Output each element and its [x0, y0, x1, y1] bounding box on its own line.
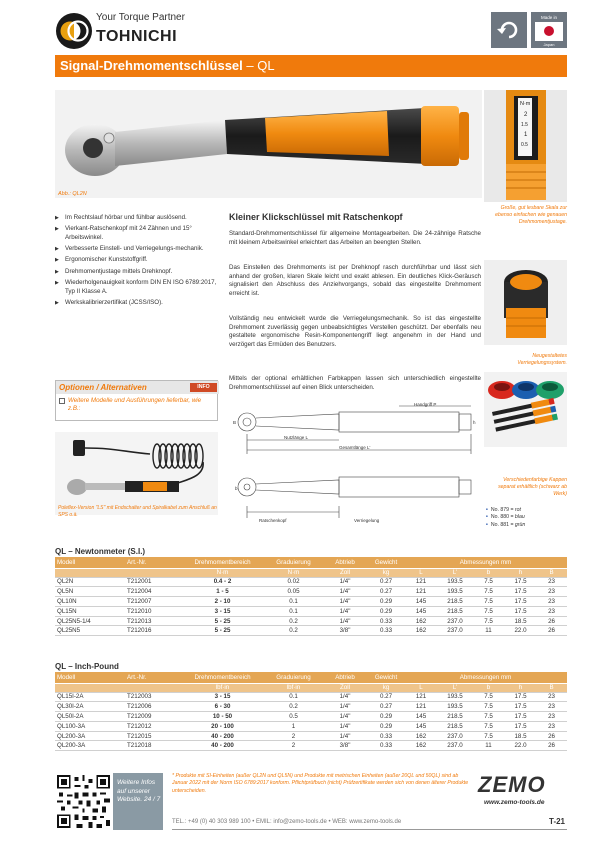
description-title: Kleiner Klickschlüssel mit Ratschenkopf [229, 212, 403, 222]
table-cell: 121 [404, 587, 438, 597]
table-cell: 121 [404, 692, 438, 702]
table-cell: QL25N5 [55, 626, 125, 636]
locking-caption: Neugestaltetes Verriegelungssystem. [517, 353, 567, 366]
table-unit-row: lbf·in lbf·in Zoll kg L L' b h B [55, 683, 567, 692]
table-cell: 193.5 [438, 587, 472, 597]
table-cell: T212009 [125, 712, 180, 722]
table-cell: QL30I-2A [55, 702, 125, 712]
brand-tagline: Your Torque Partner [96, 12, 185, 23]
qr-code-icon[interactable] [55, 773, 112, 830]
caps-caption: Verschiedenfarbige Kappen separat erhältlich (schwarz ab Werk) [498, 477, 567, 497]
table-cell: 20 - 100 [180, 721, 265, 731]
table-cell: T212015 [125, 731, 180, 741]
table-cell: T212004 [125, 587, 180, 597]
table-cell: T212001 [125, 577, 180, 587]
ls-wrench-image [55, 432, 218, 515]
table-cell: 0.27 [368, 692, 404, 702]
ls-caption: Poleflex-Version "LS" mit Endschalter und Spiralkabel zum Anschluß an SPS o.ä. [58, 505, 217, 518]
table-cell: 3/8" [322, 741, 368, 751]
table-cell: 7.5 [472, 616, 505, 626]
table-cell: 18.5 [505, 616, 536, 626]
table-cell: 0.29 [368, 721, 404, 731]
table-cell: 0.33 [368, 731, 404, 741]
table-cell: T212018 [125, 741, 180, 751]
table-cell: 17.5 [505, 606, 536, 616]
table-cell: 1/4" [322, 731, 368, 741]
contact-line: TEL.: +49 (0) 40 303 989 100 • EMIL: info@zemo-tools.de • WEB: www.zemo-tools.de [172, 819, 402, 825]
list-item: ▶ Wiederholgenauigkeit konform DIN EN ISO 6789:2017, Typ II Klasse A. [55, 279, 220, 296]
brand-name: TOHNICHI [96, 28, 178, 45]
table-cell: 0.2 [265, 616, 322, 626]
options-title: Optionen / Alternativen [59, 383, 147, 392]
table-cell: 0.27 [368, 587, 404, 597]
table-title-ip: QL – Inch-Pound [55, 662, 119, 671]
checkbox-icon [59, 398, 65, 404]
made-in-japan-badge [531, 12, 567, 48]
description-paragraph: Standard-Drehmomentschlüssel für allgemeine Montagearbeiten. Die 24-zähnige Ratsche mit kleinem Arbeitswinkel erleichtert das Arbeiten an beengten Stellen. [229, 230, 481, 246]
table-cell: 145 [404, 597, 438, 607]
table-cell: 193.5 [438, 692, 472, 702]
scale-caption: Große, gut lesbare Skala zur ebenso einfachen wie genauen Drehmomentjustage. [495, 205, 567, 225]
scale-photo [484, 90, 567, 202]
color-caps-image [484, 372, 567, 447]
table-cell: T212016 [125, 626, 180, 636]
list-item: ▶ Drehmomentjustage mittels Drehknopf. [55, 268, 220, 276]
japan-flag-icon [535, 22, 563, 41]
scale-mark: 1 [524, 132, 528, 138]
table-cell: 0.33 [368, 626, 404, 636]
locking-image [484, 260, 567, 345]
table-cell: 1/4" [322, 692, 368, 702]
table-cell: 1/4" [322, 712, 368, 722]
table-cell: 218.5 [438, 606, 472, 616]
table-cell: 26 [536, 731, 567, 741]
info-badge: INFO [190, 383, 217, 392]
table-cell: QL100-3A [55, 721, 125, 731]
technical-drawing [229, 402, 481, 542]
table-cell: 193.5 [438, 577, 472, 587]
table-cell: QL200-3A [55, 741, 125, 751]
table-cell: 0.33 [368, 616, 404, 626]
table-cell: 7.5 [472, 577, 505, 587]
table-row [55, 721, 567, 731]
table-cell: 17.5 [505, 692, 536, 702]
table-cell: 0.05 [265, 587, 322, 597]
table-cell: T212010 [125, 606, 180, 616]
drawing-label-h: h [473, 420, 476, 425]
table-cell: 1 - 5 [180, 587, 265, 597]
table-cell: 17.5 [505, 597, 536, 607]
table-cell: 40 - 200 [180, 731, 265, 741]
table-cell: 145 [404, 712, 438, 722]
table-cell: 23 [536, 606, 567, 616]
table-cell: 7.5 [472, 692, 505, 702]
table-cell: QL15I-2A [55, 692, 125, 702]
table-row [55, 712, 567, 722]
table-cell: 0.4 - 2 [180, 577, 265, 587]
table-header-row: Modell Art.-Nr. Drehmomentbereich Graduierung Abtrieb Gewicht Abmessungen mm [55, 557, 567, 568]
table-cell: 17.5 [505, 587, 536, 597]
table-cell: 0.5 [265, 712, 322, 722]
color-caps-photo [484, 372, 567, 447]
table-cell: 23 [536, 721, 567, 731]
zemo-logo: ZEMO [478, 772, 546, 797]
table-row [55, 702, 567, 712]
table-cell: 1/4" [322, 606, 368, 616]
table-cell: 237.0 [438, 741, 472, 751]
table-cell: 7.5 [472, 587, 505, 597]
table-cell: 0.27 [368, 577, 404, 587]
torque-wrench-image [55, 90, 482, 198]
table-row [55, 741, 567, 751]
table-cell: 145 [404, 721, 438, 731]
table-cell: 22.0 [505, 741, 536, 751]
description-paragraph: Mittels der optional erhältlichen Farbkappen lassen sich unterschiedlich eingestellte Drehmomentschlüssel auf einen Blick unterscheiden. [229, 375, 481, 391]
drawing-label-total: Gesamtlänge L' [339, 445, 371, 450]
table-cell: 17.5 [505, 712, 536, 722]
drawing-label-ratchet: Ratschenkopf [259, 518, 287, 523]
table-cell: 2 [265, 731, 322, 741]
table-cell: 7.5 [472, 702, 505, 712]
table-cell: 0.33 [368, 741, 404, 751]
table-cell: QL5N [55, 587, 125, 597]
table-cell: 26 [536, 741, 567, 751]
japan-label: Japan [543, 42, 555, 47]
description-paragraph: Das Einstellen des Drehmoments ist per Drehknopf rasch durchführbar und lässt sich anhand der großen, klaren Skale leicht und exakt ablesen. Ein deutliches Klick-Geräusch signalisiert den Abschluss des Anziehvorgangs, sobald das eingestellte Drehmoment erreicht ist. [229, 264, 481, 297]
website-info-text: Weitere Infos auf unserer Website. 24 / 7 [117, 779, 161, 803]
table-cell: 22.0 [505, 626, 536, 636]
table-cell: 162 [404, 616, 438, 626]
table-cell: 26 [536, 626, 567, 636]
page-title: Signal-Drehmomentschlüssel – QL [60, 58, 275, 73]
table-cell: 17.5 [505, 702, 536, 712]
list-item: ▶ Ergonomischer Kunststoffgriff. [55, 256, 220, 264]
table-cell: 237.0 [438, 731, 472, 741]
table-title-nm: QL – Newtonmeter (S.I.) [55, 547, 146, 556]
table-cell: 218.5 [438, 721, 472, 731]
table-cell: QL10N [55, 597, 125, 607]
table-cell: 162 [404, 731, 438, 741]
table-row [55, 587, 567, 597]
table-cell: 1/4" [322, 616, 368, 626]
table-cell: 5 - 25 [180, 626, 265, 636]
table-cell: 218.5 [438, 712, 472, 722]
list-item: • No. 879 = rot [486, 507, 521, 513]
table-cell: QL2N [55, 577, 125, 587]
table-cell: 237.0 [438, 616, 472, 626]
table-cell: QL200-3A [55, 731, 125, 741]
table-cell: T212003 [125, 692, 180, 702]
table-cell: 18.5 [505, 731, 536, 741]
table-cell: 6 - 30 [180, 702, 265, 712]
table-cell: 1 [265, 721, 322, 731]
table-cell: 5 - 25 [180, 616, 265, 626]
scale-image [484, 90, 567, 202]
table-cell: 23 [536, 577, 567, 587]
table-cell: T212013 [125, 616, 180, 626]
scale-unit: N·m [520, 101, 531, 107]
list-item: ▶ Werkskalibrierzertifikat (JCSS/ISO). [55, 299, 220, 307]
spec-table-ip [55, 672, 567, 751]
table-row [55, 692, 567, 702]
table-cell: 0.2 [265, 702, 322, 712]
table-cell: 40 - 200 [180, 741, 265, 751]
table-cell: T212012 [125, 721, 180, 731]
table-cell: 3 - 15 [180, 606, 265, 616]
table-cell: 121 [404, 577, 438, 587]
table-cell: 1/4" [322, 587, 368, 597]
page-number: T-21 [549, 817, 566, 826]
drawing-label-effective: Nutzlänge L [284, 435, 309, 440]
table-cell: 0.29 [368, 712, 404, 722]
table-cell: 23 [536, 587, 567, 597]
list-item: • No. 881 = grün [486, 521, 526, 528]
table-row [55, 731, 567, 741]
table-cell: 1/4" [322, 577, 368, 587]
table-cell: 7.5 [472, 721, 505, 731]
table-cell: 0.1 [265, 597, 322, 607]
scale-mark: 0.5 [521, 142, 528, 148]
table-row [55, 626, 567, 636]
table-cell: 1/4" [322, 597, 368, 607]
scale-mark: 1.5 [521, 122, 528, 128]
table-cell: 2 [265, 741, 322, 751]
page-title-bar [55, 55, 567, 77]
table-cell: 10 - 50 [180, 712, 265, 722]
color-caps-list [486, 507, 525, 529]
table-row [55, 597, 567, 607]
options-text: Weitere Modelle und Ausführungen lieferbar, wie z.B.: [68, 397, 202, 413]
table-cell: 0.02 [265, 577, 322, 587]
tohnichi-logo-icon [55, 12, 93, 50]
drawing-label-b: B [233, 420, 237, 425]
list-item: ▶ Im Rechtslauf hörbar und fühlbar auslösend. [55, 214, 220, 222]
table-cell: 193.5 [438, 702, 472, 712]
table-cell: 0.2 [265, 626, 322, 636]
scale-mark: 2 [524, 112, 528, 118]
table-cell: 3/8" [322, 626, 368, 636]
rotate-icon [491, 12, 527, 48]
zemo-url[interactable]: www.zemo-tools.de [484, 799, 545, 806]
table-cell: 0.1 [265, 692, 322, 702]
table-cell: 121 [404, 702, 438, 712]
wrench-photo [55, 90, 482, 198]
options-header [56, 381, 219, 394]
table-cell: 7.5 [472, 597, 505, 607]
list-item: ▶ Vierkant-Ratschenkopf mit 24 Zähnen und 15° Arbeitswinkel. [55, 225, 220, 242]
table-cell: 23 [536, 597, 567, 607]
table-row [55, 616, 567, 626]
options-box [55, 380, 218, 421]
table-cell: 23 [536, 712, 567, 722]
table-cell: 1/4" [322, 702, 368, 712]
table-cell: 11 [472, 741, 505, 751]
website-info-tile [113, 773, 163, 830]
hero-caption: Abb.: QL2N [58, 191, 87, 197]
table-cell: 162 [404, 741, 438, 751]
table-cell: QL50I-2A [55, 712, 125, 722]
drawing-label-locking: Verriegelung [354, 518, 380, 523]
table-cell: 237.0 [438, 626, 472, 636]
footer-divider [172, 829, 567, 830]
table-unit-row: N·m N·m Zoll kg L L' b h B [55, 568, 567, 577]
table-cell: QL25N5-1/4 [55, 616, 125, 626]
table-cell: 0.1 [265, 606, 322, 616]
table-cell: T212006 [125, 702, 180, 712]
table-cell: 2 - 10 [180, 597, 265, 607]
table-cell: 26 [536, 616, 567, 626]
table-cell: 0.29 [368, 597, 404, 607]
drawing-label-width: b [235, 486, 238, 491]
table-cell: 17.5 [505, 721, 536, 731]
table-cell: 7.5 [472, 606, 505, 616]
table-cell: T212007 [125, 597, 180, 607]
table-cell: 7.5 [472, 731, 505, 741]
list-item: ▶ Verbesserte Einstell- und Verriegelungs-mechanik. [55, 245, 220, 253]
spec-table-nm [55, 557, 567, 636]
list-item: • No. 880 = blau [486, 514, 525, 521]
locking-photo [484, 260, 567, 345]
table-cell: 0.27 [368, 702, 404, 712]
table-cell: 0.29 [368, 606, 404, 616]
rotation-badge [491, 12, 527, 48]
description-paragraph: Vollständig neu entwickelt wurde die Verriegelungsmechanik. So ist das eingestellte Drehmoment zuverlässig gegen unbeabsichtigtes Verstellen geschützt. Der ebenfalls neu gestaltete ergonomische Resin-Komponentengriff liegt angenehm in der Hand und verzögert das Ermüden des Benutzers. [229, 315, 481, 348]
table-cell: QL15N [55, 606, 125, 616]
table-body-nm [55, 577, 567, 636]
table-cell: 11 [472, 626, 505, 636]
table-cell: 7.5 [472, 712, 505, 722]
ls-version-photo [55, 432, 218, 515]
feature-list [55, 214, 220, 310]
table-row [55, 606, 567, 616]
table-cell: 218.5 [438, 597, 472, 607]
table-cell: 23 [536, 702, 567, 712]
table-body-ip [55, 692, 567, 751]
table-cell: 23 [536, 692, 567, 702]
table-cell: 145 [404, 606, 438, 616]
table-cell: 1/4" [322, 721, 368, 731]
table-row [55, 577, 567, 587]
footnote: * Produkte mit SI-Einheiten (außer QL2N und QL5N) und Produkte mit metrischen Einheiten (außer 20QL und 50QL) sind ab Januar 2022 mit der Norm ISO 6789:2017 konform. Pflichtprüfbuch (nicht) Prüfzertifikate werden sich von denen älterer Produkte unterscheiden. [172, 773, 469, 794]
table-header-row: Modell Art.-Nr. Drehmomentbereich Graduierung Abtrieb Gewicht Abmessungen mm [55, 672, 567, 683]
drawing-label-handgrip: Handgriff P [414, 402, 437, 407]
table-cell: 17.5 [505, 577, 536, 587]
table-cell: 3 - 15 [180, 692, 265, 702]
table-cell: 162 [404, 626, 438, 636]
made-in-label: Made in [540, 15, 557, 20]
